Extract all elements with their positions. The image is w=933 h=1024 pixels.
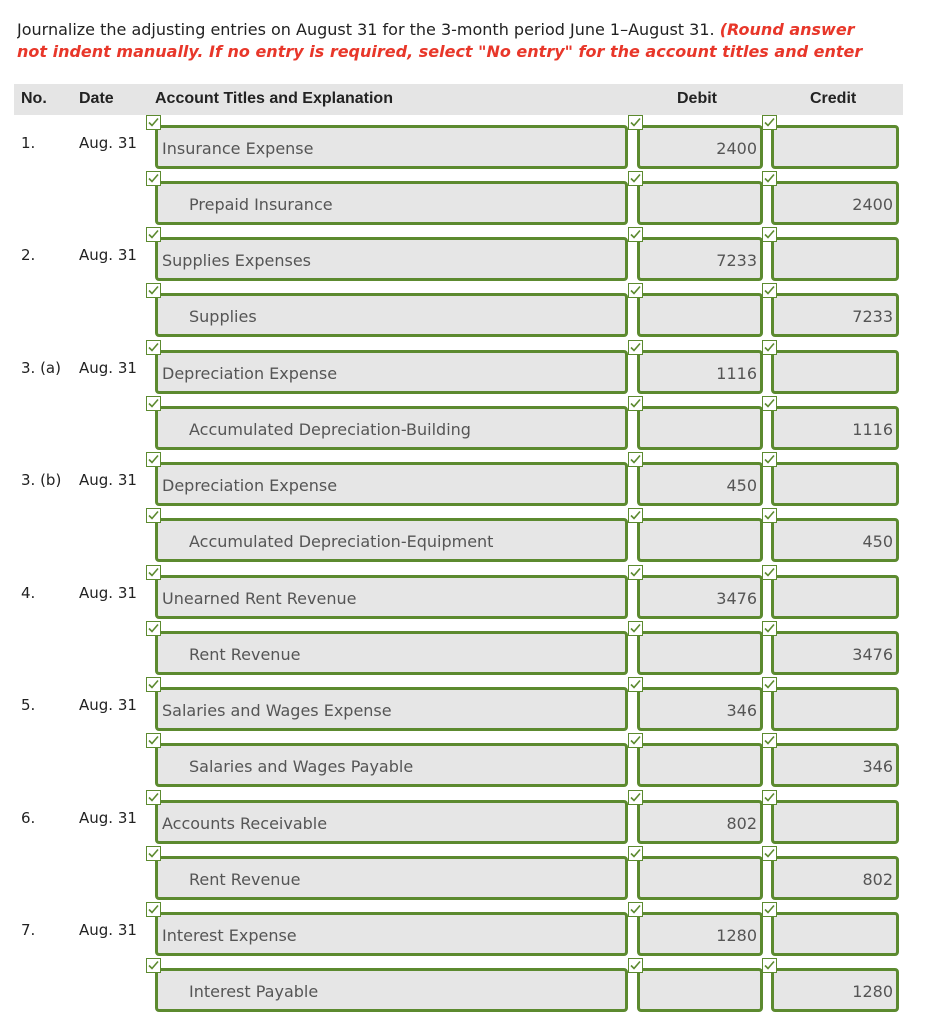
check-icon — [146, 340, 161, 355]
entry-4-credit-row — [0, 629, 933, 675]
check-icon — [628, 283, 643, 298]
entry-date: Aug. 31 — [79, 809, 137, 827]
check-icon — [628, 565, 643, 580]
debit-input[interactable]: 1280 — [637, 912, 763, 956]
check-icon — [146, 733, 161, 748]
entry-number: 3. (a) — [21, 359, 61, 377]
check-icon — [762, 452, 777, 467]
check-icon — [146, 115, 161, 130]
entry-3a-credit-row — [0, 404, 933, 450]
instructions — [17, 19, 933, 63]
check-icon — [146, 283, 161, 298]
entry-date: Aug. 31 — [79, 921, 137, 939]
entry-1-debit-row — [0, 123, 933, 169]
account-title-select[interactable]: Depreciation Expense — [155, 462, 628, 506]
credit-input[interactable] — [771, 462, 899, 506]
check-icon — [628, 508, 643, 523]
instructions-line-1: Journalize the adjusting entries on August 31 for the 3-month period June 1–August 31. (Round answer — [17, 20, 855, 39]
debit-input[interactable] — [637, 406, 763, 450]
debit-input[interactable] — [637, 518, 763, 562]
instructions-line-2: not indent manually. If no entry is required, select "No entry" for the account titles and enter — [17, 42, 863, 61]
entry-number: 7. — [21, 921, 36, 939]
credit-input[interactable]: 450 — [771, 518, 899, 562]
check-icon — [146, 846, 161, 861]
check-icon — [762, 396, 777, 411]
entry-date: Aug. 31 — [79, 359, 137, 377]
entry-number: 5. — [21, 696, 36, 714]
account-title-select[interactable]: Accumulated Depreciation-Building — [155, 406, 628, 450]
check-icon — [146, 565, 161, 580]
credit-input[interactable]: 802 — [771, 856, 899, 900]
debit-input[interactable]: 3476 — [637, 575, 763, 619]
credit-input[interactable]: 1280 — [771, 968, 899, 1012]
entry-7-credit-row — [0, 966, 933, 1012]
entry-6-credit-row — [0, 854, 933, 900]
check-icon — [762, 171, 777, 186]
check-icon — [762, 846, 777, 861]
entry-5-credit-row — [0, 741, 933, 787]
check-icon — [146, 790, 161, 805]
check-icon — [146, 902, 161, 917]
check-icon — [762, 790, 777, 805]
debit-input[interactable]: 7233 — [637, 237, 763, 281]
entry-2-debit-row — [0, 235, 933, 281]
account-title-select[interactable]: Rent Revenue — [155, 856, 628, 900]
check-icon — [628, 340, 643, 355]
check-icon — [628, 846, 643, 861]
credit-input[interactable]: 7233 — [771, 293, 899, 337]
debit-input[interactable]: 450 — [637, 462, 763, 506]
entry-6-debit-row — [0, 798, 933, 844]
account-title-select[interactable]: Interest Expense — [155, 912, 628, 956]
check-icon — [628, 227, 643, 242]
check-icon — [762, 902, 777, 917]
entry-3b-debit-row — [0, 460, 933, 506]
debit-input[interactable] — [637, 293, 763, 337]
check-icon — [628, 677, 643, 692]
credit-input[interactable]: 346 — [771, 743, 899, 787]
entry-4-debit-row — [0, 573, 933, 619]
credit-input[interactable] — [771, 687, 899, 731]
credit-input[interactable]: 2400 — [771, 181, 899, 225]
table-header — [14, 84, 903, 115]
debit-input[interactable]: 346 — [637, 687, 763, 731]
credit-input[interactable] — [771, 237, 899, 281]
entry-7-debit-row — [0, 910, 933, 956]
account-title-select[interactable]: Accounts Receivable — [155, 800, 628, 844]
entry-date: Aug. 31 — [79, 134, 137, 152]
check-icon — [628, 902, 643, 917]
check-icon — [762, 508, 777, 523]
check-icon — [762, 621, 777, 636]
entry-number: 4. — [21, 584, 36, 602]
debit-input[interactable]: 802 — [637, 800, 763, 844]
account-title-select[interactable]: Supplies Expenses — [155, 237, 628, 281]
account-title-select[interactable]: Accumulated Depreciation-Equipment — [155, 518, 628, 562]
entry-number: 1. — [21, 134, 36, 152]
entry-date: Aug. 31 — [79, 246, 137, 264]
entry-3a-debit-row — [0, 348, 933, 394]
check-icon — [628, 171, 643, 186]
credit-input[interactable] — [771, 350, 899, 394]
debit-input[interactable] — [637, 631, 763, 675]
credit-input[interactable] — [771, 125, 899, 169]
check-icon — [628, 115, 643, 130]
account-title-select[interactable]: Salaries and Wages Expense — [155, 687, 628, 731]
check-icon — [762, 227, 777, 242]
check-icon — [628, 958, 643, 973]
header-no: No. — [21, 90, 47, 107]
header-debit: Debit — [677, 90, 717, 107]
check-icon — [628, 621, 643, 636]
account-title-select[interactable]: Rent Revenue — [155, 631, 628, 675]
entry-number: 6. — [21, 809, 36, 827]
account-title-select[interactable]: Salaries and Wages Payable — [155, 743, 628, 787]
entry-number: 3. (b) — [21, 471, 62, 489]
check-icon — [762, 340, 777, 355]
account-title-select[interactable]: Prepaid Insurance — [155, 181, 628, 225]
check-icon — [146, 958, 161, 973]
account-title-select[interactable]: Interest Payable — [155, 968, 628, 1012]
check-icon — [146, 508, 161, 523]
check-icon — [628, 733, 643, 748]
check-icon — [628, 452, 643, 467]
entry-date: Aug. 31 — [79, 471, 137, 489]
credit-input[interactable] — [771, 912, 899, 956]
credit-input[interactable] — [771, 800, 899, 844]
entry-number: 2. — [21, 246, 36, 264]
check-icon — [146, 621, 161, 636]
account-title-select[interactable]: Unearned Rent Revenue — [155, 575, 628, 619]
entry-5-debit-row — [0, 685, 933, 731]
check-icon — [762, 565, 777, 580]
debit-input[interactable]: 1116 — [637, 350, 763, 394]
account-title-select[interactable]: Supplies — [155, 293, 628, 337]
entry-2-credit-row — [0, 291, 933, 337]
debit-input[interactable]: 2400 — [637, 125, 763, 169]
header-credit: Credit — [810, 90, 857, 107]
check-icon — [762, 733, 777, 748]
debit-input[interactable] — [637, 743, 763, 787]
credit-input[interactable]: 3476 — [771, 631, 899, 675]
entry-1-credit-row — [0, 179, 933, 225]
credit-input[interactable]: 1116 — [771, 406, 899, 450]
account-title-select[interactable]: Insurance Expense — [155, 125, 628, 169]
check-icon — [628, 396, 643, 411]
header-date: Date — [79, 90, 114, 107]
check-icon — [762, 115, 777, 130]
check-icon — [146, 677, 161, 692]
check-icon — [762, 677, 777, 692]
check-icon — [146, 227, 161, 242]
debit-input[interactable] — [637, 968, 763, 1012]
check-icon — [628, 790, 643, 805]
check-icon — [762, 958, 777, 973]
check-icon — [146, 171, 161, 186]
entry-date: Aug. 31 — [79, 696, 137, 714]
account-title-select[interactable]: Depreciation Expense — [155, 350, 628, 394]
check-icon — [762, 283, 777, 298]
debit-input[interactable] — [637, 856, 763, 900]
check-icon — [146, 452, 161, 467]
debit-input[interactable] — [637, 181, 763, 225]
entry-date: Aug. 31 — [79, 584, 137, 602]
credit-input[interactable] — [771, 575, 899, 619]
check-icon — [146, 396, 161, 411]
header-account: Account Titles and Explanation — [155, 90, 393, 107]
entry-3b-credit-row — [0, 516, 933, 562]
